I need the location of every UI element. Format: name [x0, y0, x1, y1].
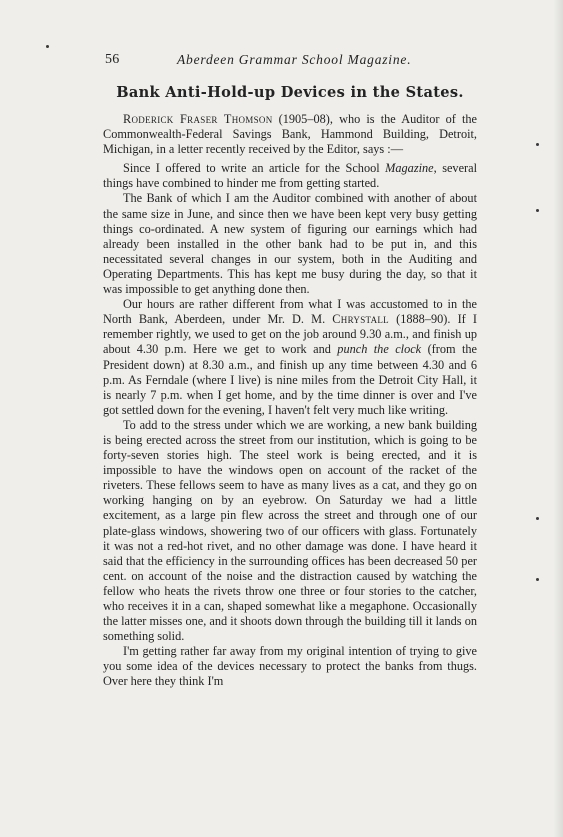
letter-paragraph: To add to the stress under which we are working, a new bank building is being erected across the street from our institution, which is going to be forty-seven stories high. The steel work is being erected, and it is impossible to have the windows open on account of the racket of the riveters. These fellows seem to have as many lives as a cat, and they go on working hanging on by an eyebrow. On Saturday we had a little excitement, as a large pin flew across the street and through one of our plate-glass windows, showering two of our officers with glass. Fortunately it was not a red-hot rivet, and no other damage was done. I have heard it said that the efficiency in the surrounding offices has been decreased 50 per cent. on account of the noise and the distraction caused by watching the fellow who heats the rivets throw one three or four stories to the catcher, who receives it in a can, shaped somewhat like a megaphone. Occasionally the latter misses one, and it shoots down through the building till it lands on something solid.: [103, 417, 477, 644]
running-head: Aberdeen Grammar School Magazine.: [177, 52, 412, 67]
letter-paragraph: [103, 161, 477, 191]
page-number: 56: [105, 52, 120, 67]
teacher-name: Chrystall: [332, 312, 389, 327]
letter-text: (1888–90). If I remember rightly, we used to get on the job around 9.30 a.m., and finish up about 4.30 p.m. Here we get to work and: [103, 312, 477, 357]
intro-text: (1905–08), who is the Auditor of the Commonwealth-Federal Savings Bank, Hammond Building, Detroit, Michigan, in a letter recently received by the Editor, says :—: [103, 112, 477, 157]
scan-speck: [536, 517, 539, 520]
scan-speck: [536, 578, 539, 581]
scan-speck: [536, 143, 539, 146]
letter-paragraph: [103, 297, 477, 418]
letter-text: (from the President down) at 8.30 a.m., and finish up any time between 4.30 and 6 p.m. As Ferndale (where I live) is nine miles from the Detroit City Hall, it is nearly 7 p.m. when I get home, and by the time dinner is over and I've got settled down for the evening, I haven't felt very much like writing.: [103, 342, 478, 417]
letter-paragraph: I'm getting rather far away from my original intention of trying to give you some idea of the devices necessary to protect the banks from thugs. Over here they think I'm: [103, 644, 477, 689]
letter-text: , several things have combined to hinder me from getting started.: [103, 161, 478, 191]
scan-speck: [46, 45, 49, 48]
article-title: Bank Anti-Hold-up Devices in the States.: [116, 84, 464, 101]
letter-text: Our hours are rather different from what I was accustomed to in the North Bank, Aberdeen, under Mr. D. M.: [103, 297, 477, 327]
punch-clock-phrase: punch the clock: [337, 342, 422, 357]
letter-paragraph: The Bank of which I am the Auditor combined with another of about the same size in June, and since then we have been kept very busy getting things co-ordinated. A new system of figuring our earnings which had already been installed in the other bank had to be put in, and this necessitated several changes in our system, both in the Auditing and Operating Departments. This has kept me busy during the day, so that it was impossible to get anything done then.: [103, 191, 477, 297]
scan-speck: [536, 209, 539, 212]
author-name: Roderick Fraser Thomson: [123, 112, 273, 126]
article-body: [103, 112, 477, 690]
magazine-word: Magazine: [385, 161, 434, 176]
letter-text: Since I offered to write an article for the School: [123, 161, 386, 176]
intro-paragraph: [103, 112, 477, 157]
page-edge-shadow: [553, 0, 563, 837]
